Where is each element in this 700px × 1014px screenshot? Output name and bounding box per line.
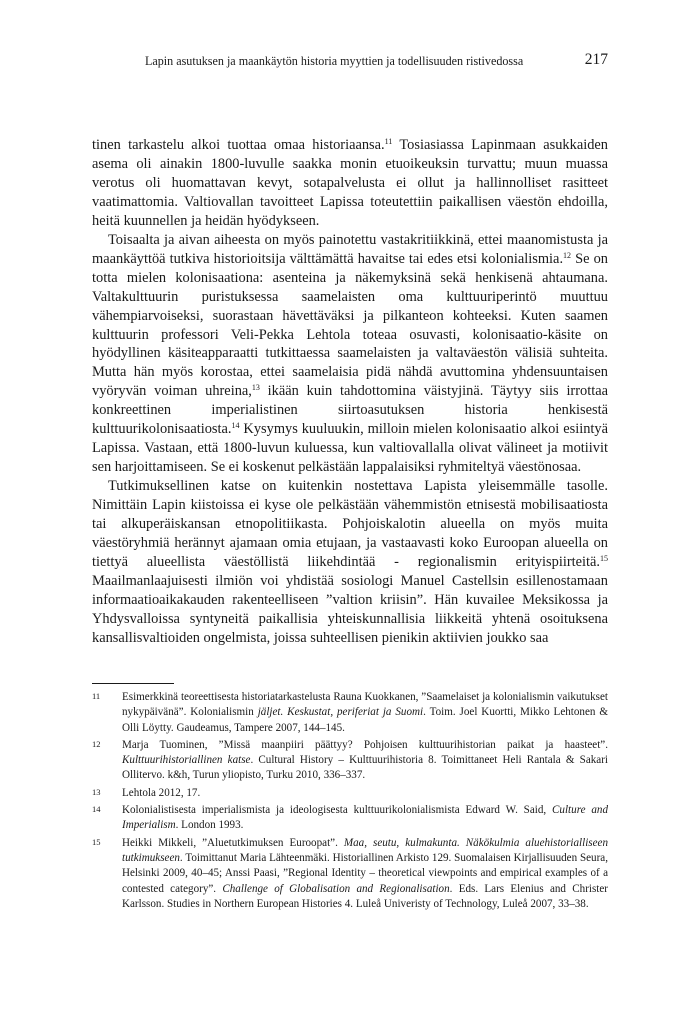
paragraph-text: Tutkimuksellinen katse on kuitenkin nostettava Lapista yleisemmälle tasolle. Nimittäin Lapin kiistoissa ei kyse ole pelkästään vähemmistön etnisestä mobilisaatiosta tai alkuperäiskansan etnopolitiikasta. Pohjoiskalotin alueella on myös muita väestöryhmiä herännyt ajamaan omia etujaan, ja vastaavasti koko Euroopan alueella on tiettyä alueellista väestöllistä liikehdintää - regionalismin erityispiirteitä. <box>92 478 608 570</box>
footnote-ref: 14 <box>231 421 240 431</box>
footnote-ref: 13 <box>251 383 260 393</box>
footnote-title: jäljet. Keskustat, periferiat ja Suomi <box>257 706 424 719</box>
footnote-text: Lehtola 2012, 17. <box>122 786 201 799</box>
paragraph <box>92 231 608 477</box>
paragraph <box>92 477 608 648</box>
footnote-ref: 12 <box>563 250 572 260</box>
footnote-title: Culture and Imperialism <box>122 804 608 832</box>
footnote-text: . Toimittanut Maria Lähteenmäki. Historiallinen Arkisto 129. Suomalaisen Kirjallisuuden Seura, Helsinki 2009, 40–45; Anssi Paasi, ”Regional Identity – theoretical viewpoints and empirical examples of a contested category”. <box>122 851 608 895</box>
paragraph-text: tinen tarkastelu alkoi tuottaa omaa historiaansa. <box>92 137 385 153</box>
running-header <box>92 53 608 73</box>
paragraph-text: Kysymys kuuluukin, milloin mielen kolonisaatio alkoi esiintyä Lapissa. Vastaan, että 1800-luvun kuluessa, kun valtiovallalla olivat välineet ja motiivit sen harjoittamiseen. Se ei koskenut pelkästään lappalaisiksi ryhmiteltyä väestönosaa. <box>92 421 608 476</box>
footnote <box>92 690 608 736</box>
footnote-separator <box>92 683 174 684</box>
footnote-text: . London 1993. <box>175 819 244 832</box>
footnote <box>92 786 608 801</box>
footnotes <box>92 690 608 912</box>
footnote <box>92 738 608 784</box>
footnote-number: 15 <box>92 836 101 847</box>
paragraph-text: Se on totta mielen kolonisaationa: asenteina ja näkemyksinä sekä henkisenä ahtaumana. Valtakulttuurin puristuksessa saamelaisten oma kulttuuriperintö muuttuu vähempiarvoiseksi, suorastaan hävettäväksi ja pilkanteon kohteeksi. Kuten saamen kulttuurin professori Veli-Pekka Lehtola toteaa osuvasti, kolonisaatio-käsite on hyödyllinen käsiteapparaatti tutkittaessa saamelaisten ja valtaväestön välisiä suhteita. Mutta hän myös korostaa, ettei saamelaisia pidä nähdä avuttomina yhdensuuntaisen vyöryvän voiman uhreina, <box>92 250 608 400</box>
running-header-title: Lapin asutuksen ja maankäytön historia myyttien ja todellisuuden ristivedossa <box>145 54 524 68</box>
footnote-text: Marja Tuominen, ”Missä maanpiiri päättyy? Pohjoisen kulttuurihistorian paikat ja haasteet”. <box>122 738 608 751</box>
page-number: 217 <box>584 51 608 68</box>
footnote <box>92 836 608 912</box>
footnote-text: . Eds. Lars Elenius and Christer Karlsson. Studies in Northern European Histories 4. Luleå Univeristy of Technology, Luleå 2007, 33–38. <box>122 882 608 910</box>
footnote-text: . Toim. Joel Kuortti, Mikko Lehtonen & Olli Löytty. Gaudeamus, Tampere 2007, 144–145. <box>122 706 608 734</box>
footnote-title: Challenge of Globalisation and Regionalisation <box>222 882 450 895</box>
paragraph-text: ikään kuin tahdottomina väistyjinä. Täytyy siis irrottaa konkreettinen imperialistinen siirtoasutuksen historia henkisestä kulttuurikolonisaatiosta. <box>92 383 608 438</box>
paragraph-text: Maailmanlaajuisesti ilmiön voi yhdistää sosiologi Manuel Castellsin esillenostamaan informaatioaikakauden rakenteelliseen ”valtion kriisin”. Hän kuvailee Meksikossa ja Yhdysvalloissa syntyneitä paikallisia yhteiskunnallisia liikkeitä yhtenä osoituksena kansallisvaltioiden ongelmista, joissa suhteellisen pienikin aktiivien joukko saa <box>92 572 608 646</box>
footnote-title: Maa, seutu, kulmakunta. Näkökulmia aluehistorialliseen tutkimukseen <box>122 836 608 864</box>
footnote-text: Esimerkkinä teoreettisesta historiatarkastelusta Rauna Kuokkanen, ”Saamelaiset ja kolonialismin vaikutukset nykypäivänä”. Kolonialismin <box>122 691 608 719</box>
paragraph-text: Tosiasiassa Lapinmaan asukkaiden asema oli ainakin 1800-luvulle saakka monin etuoikeuksin turvattu; muun muassa verotus oli huomattavan kevyt, sotapalvelusta ei ollut ja hallinnolliset rasitteet vaatimattomia. Valtiovallan tavoitteet Lapissa toteutettiin paikallisen väestön ehdoilla, heitä kuunnellen ja heidän hyödykseen. <box>92 137 608 229</box>
footnote <box>92 803 608 834</box>
footnote-number: 11 <box>92 691 101 701</box>
body-text <box>92 136 608 648</box>
paragraph-text: Toisaalta ja aivan aiheesta on myös painotettu vastakritiikkinä, ettei maanomistusta ja maankäyttöä tutkiva historioitsija välttämättä havaitse tai edes etsi kolonialismia. <box>92 231 608 267</box>
footnote-number: 14 <box>92 804 101 815</box>
footnote-number: 12 <box>92 738 101 749</box>
footnote-number: 13 <box>92 786 101 797</box>
footnote-text: Kolonialistisesta imperialismista ja ideologisesta kulttuurikolonialismista Edward W. Said, <box>122 804 553 817</box>
footnote-text: Heikki Mikkeli, ”Aluetutkimuksen Euroopat”. <box>122 836 344 849</box>
paragraph <box>92 136 608 231</box>
footnote-text: . Cultural History – Kulttuurihistoria 8. Toimittaneet Heli Rantala & Sakari Ollitervo. k&h, Turun yliopisto, Turku 2010, 336–337. <box>122 754 608 782</box>
footnote-ref: 11 <box>384 137 393 146</box>
footnote-title: Kulttuurihistoriallinen katse <box>122 754 251 767</box>
footnote-ref: 15 <box>600 553 608 563</box>
